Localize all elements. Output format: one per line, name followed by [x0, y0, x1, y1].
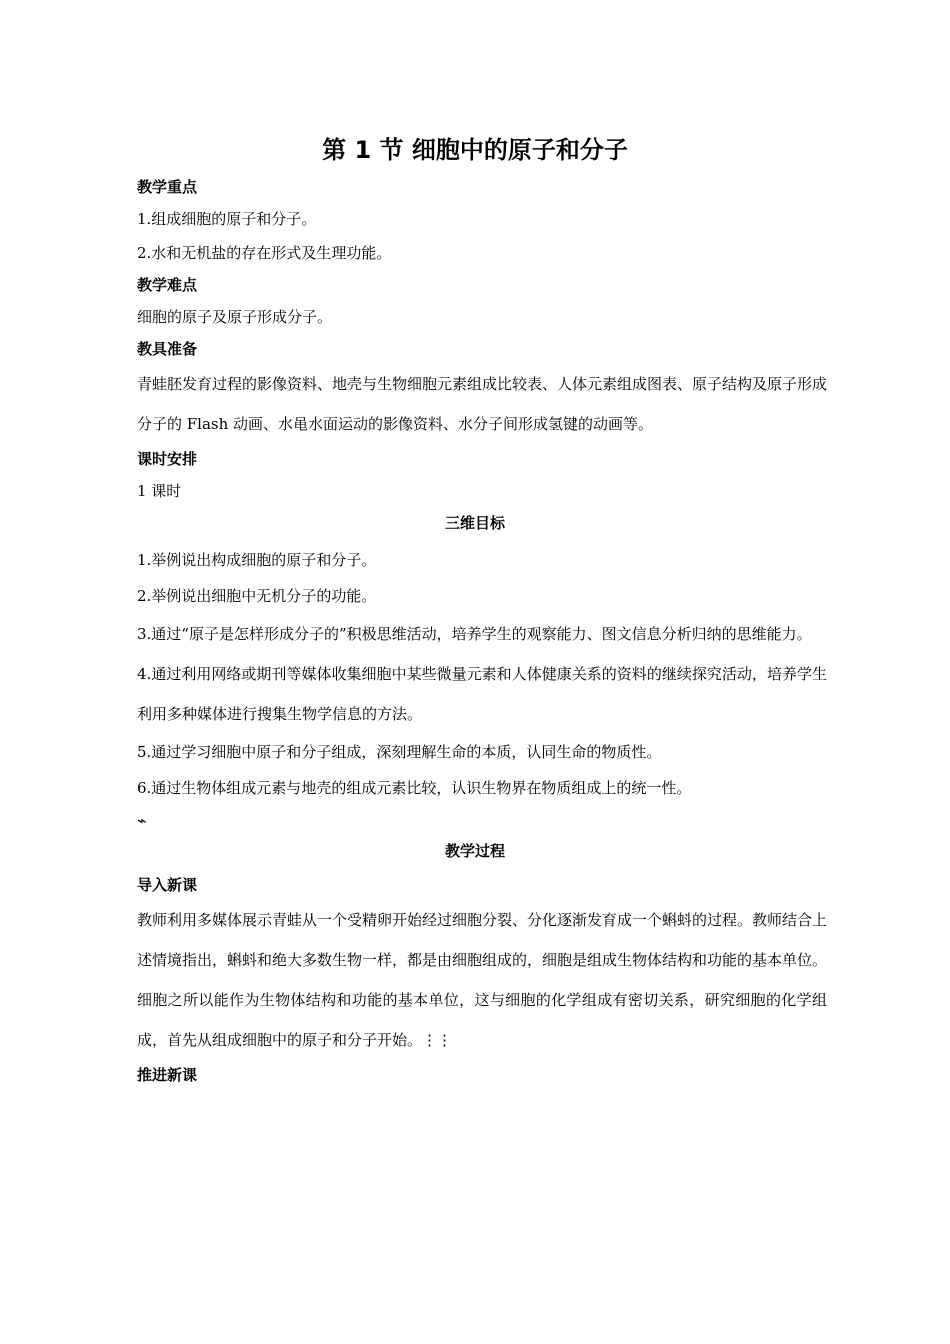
advance-heading: 推进新课: [137, 1066, 198, 1084]
objective-2: 2.举例说出细胞中无机分子的功能。: [137, 587, 377, 605]
objective-3: 3.通过“原子是怎样形成分子的”积极思维活动，培养学生的观察能力、图文信息分析归纳的思维能力。: [137, 625, 812, 643]
objective-1: 1.举例说出构成细胞的原子和分子。: [137, 551, 377, 569]
process-heading: 教学过程: [444, 842, 505, 860]
intro-text: 教师利用多媒体展示青蛙从一个受精卵开始经过细胞分裂、分化逐渐发育成一个蝌蚪的过程。教师结合上述情境指出，蝌蚪和绝大多数生物一样，都是由细胞组成的，细胞是组成生物体结构和功能的基本单位。细胞之所以能作为生物体结构和功能的基本单位，这与细胞的化学组成有密切关系，研究细胞的化学组成，首先从组成细胞中的原子和分子开始。⋮⋮: [137, 911, 828, 1049]
document-body: [137, 172, 827, 1090]
objectives-heading: 三维目标: [444, 514, 505, 532]
materials-heading: 教具准备: [137, 340, 198, 358]
difficulties-text: 细胞的原子及原子形成分子。: [137, 308, 333, 326]
page-title: 第 1 节 细胞中的原子和分子: [322, 136, 628, 164]
objective-5: 5.通过学习细胞中原子和分子组成，深刻理解生命的本质，认同生命的物质性。: [137, 743, 662, 761]
objective-6: 6.通过生物体组成元素与地壳的组成元素比较，认识生物界在物质组成上的统一性。: [137, 779, 692, 797]
key-point-2: 2.水和无机盐的存在形式及生理功能。: [137, 244, 392, 262]
schedule-heading: 课时安排: [137, 450, 198, 468]
intro-heading: 导入新课: [137, 876, 198, 894]
materials-text: 青蛙胚发育过程的影像资料、地壳与生物细胞元素组成比较表、人体元素组成图表、原子结构及原子形成分子的 Flash 动画、水黾水面运动的影像资料、水分子间形成氢键的动画等。: [137, 375, 828, 433]
schedule-text: 1 课时: [137, 482, 182, 500]
difficulties-heading: 教学难点: [137, 276, 198, 294]
key-points-heading: 教学重点: [137, 178, 198, 196]
decorative-symbol-icon: ⌁: [137, 811, 147, 830]
objective-4: 4.通过利用网络或期刊等媒体收集细胞中某些微量元素和人体健康关系的资料的继续探究活动，培养学生利用多种媒体进行搜集生物学信息的方法。: [137, 665, 827, 723]
key-point-1: 1.组成细胞的原子和分子。: [137, 210, 317, 228]
